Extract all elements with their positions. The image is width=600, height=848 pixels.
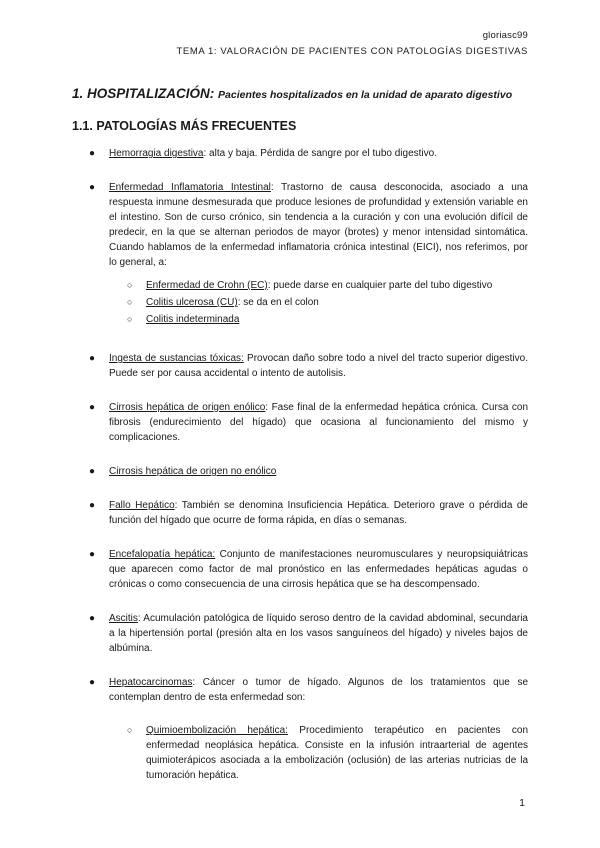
item-term: Fallo Hepático — [109, 500, 175, 511]
list-item — [72, 498, 528, 528]
bullet-circle: ○ — [127, 314, 133, 324]
item-sep: : — [270, 182, 274, 193]
bullet-disc: ● — [89, 402, 96, 413]
section-heading — [72, 86, 512, 101]
item-sep: : — [174, 500, 178, 511]
bullet-disc: ● — [89, 549, 96, 560]
item-text: Provocan daño sobre todo a nivel del tracto superior digestivo. Puede ser por causa accidental o intento de autolisis. — [109, 353, 528, 379]
item-text: También se denomina Insuficiencia Hepática. Deterioro grave o pérdida de función del hígado que ocurre de forma rápida, en días o semanas. — [109, 500, 528, 526]
subitem-text: : puede darse en cualquier parte del tubo digestivo — [267, 280, 493, 291]
eii-sublist — [72, 278, 528, 327]
subitem-text: : se da en el colon — [237, 297, 319, 308]
document-body — [72, 141, 528, 783]
item-term: Cirrosis hepática de origen enólico — [109, 402, 266, 413]
subsection-heading: 1.1. PATOLOGÍAS MÁS FRECUENTES — [72, 119, 297, 133]
item-text: Conjunto de manifestaciones neuromusculares y neuropsiquiátricas que aparecen como factor de mal pronóstico en las enfermedades hepáticas agudas o crónicas o como consecuencia de una cirrosis hepática que se ha descompensado. — [109, 549, 528, 590]
item-term: Hemorragia digestiva — [109, 148, 204, 159]
item-term: Enfermedad Inflamatoria Intestinal — [109, 182, 271, 193]
item-term: Encefalopatía hepática: — [109, 549, 216, 560]
bullet-disc: ● — [89, 677, 96, 688]
list-item — [72, 400, 528, 445]
item-text: Cáncer o tumor de hígado. Algunos de los tratamientos que se contemplan dentro de esta enfermedad son: — [109, 677, 528, 703]
subitem-term: Colitis indeterminada — [146, 314, 240, 325]
list-item — [72, 611, 528, 656]
subitem-term: Colitis ulcerosa (CU) — [146, 297, 238, 308]
bullet-disc: ● — [89, 466, 96, 477]
list-item — [72, 180, 528, 270]
subitem-text: Procedimiento terapéutico en pacientes con enfermedad neoplásica hepática. Consiste en la infusión intraarterial de agentes quimioterápicos asociada a la embolización (oclusión) de las arterias nutricias de la tumoración hepática. — [146, 725, 529, 781]
subitem-term: Enfermedad de Crohn (EC) — [146, 280, 268, 291]
bullet-disc: ● — [89, 500, 96, 511]
item-sep: : — [192, 677, 196, 688]
subitem-term: Quimioembolización hepática: — [146, 725, 288, 736]
bullet-circle: ○ — [127, 280, 133, 290]
item-term: Hepatocarcinomas — [109, 677, 193, 688]
list-item — [72, 146, 528, 161]
hcc-sublist — [72, 723, 528, 783]
list-item — [72, 464, 528, 479]
item-sep: : — [137, 613, 141, 624]
bullet-disc: ● — [89, 148, 96, 159]
sublist-item — [72, 278, 528, 293]
list-item — [72, 675, 528, 705]
bullet-disc: ● — [89, 353, 96, 364]
item-text: Acumulación patológica de líquido seroso dentro de la cavidad abdominal, secundaria a la hipertensión portal (presión alta en los vasos sanguíneos del hígado) y niveles bajos de albúmina. — [109, 613, 528, 654]
bullet-circle: ○ — [127, 725, 133, 735]
page-number: 1 — [519, 797, 525, 809]
section-title: 1. HOSPITALIZACIÓN: — [72, 86, 215, 101]
sublist-item — [72, 295, 528, 310]
item-text: alta y baja. Pérdida de sangre por el tubo digestivo. — [206, 148, 437, 159]
list-item — [72, 351, 528, 381]
list-item — [72, 547, 528, 592]
item-text: Trastorno de causa desconocida, asociado a una respuesta inmune desmesurada que produce lesiones de profundidad y extensión variable en el intestino. Son de curso crónico, sin tendencia a la curación y con una evolución difícil de predecir, en la que se alternan periodos de mayor (brotes) y menor intensidad sintomática. Cuando hablamos de la enfermedad inflamatoria crónica intestinal (EICI), nos referimos, por lo general, a: — [109, 182, 528, 268]
sublist-item — [72, 723, 528, 783]
bullet-circle: ○ — [127, 297, 133, 307]
item-term: Ascitis — [109, 613, 138, 624]
header-topic: TEMA 1: VALORACIÓN DE PACIENTES CON PATOLOGÍAS DIGESTIVAS — [176, 46, 528, 57]
section-subtitle: Pacientes hospitalizados en la unidad de aparato digestivo — [218, 89, 513, 101]
item-sep: : — [203, 148, 207, 159]
item-sep: : — [265, 402, 269, 413]
item-term: Ingesta de sustancias tóxicas: — [109, 353, 244, 364]
item-term: Cirrosis hepática de origen no enólico — [109, 466, 277, 477]
header-author: gloriasc99 — [482, 30, 528, 41]
bullet-disc: ● — [89, 613, 96, 624]
bullet-disc: ● — [89, 182, 96, 193]
item-text: Fase final de la enfermedad hepática crónica. Cursa con fibrosis (endurecimiento del hígado) que ocasiona al funcionamiento del mismo y complicaciones. — [109, 402, 529, 443]
sublist-item — [72, 312, 528, 327]
